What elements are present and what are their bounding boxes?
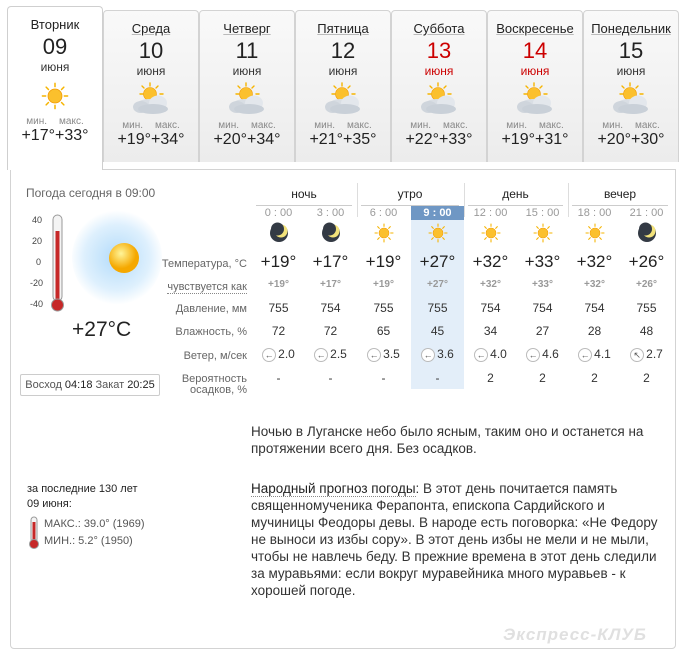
max-temp: +30° bbox=[631, 131, 665, 148]
min-temp: +17° bbox=[21, 127, 55, 144]
feels-value: +27° bbox=[427, 279, 448, 290]
max-temp: +33° bbox=[55, 127, 89, 144]
min-temp: +21° bbox=[309, 131, 343, 148]
feels-value: +32° bbox=[584, 279, 605, 290]
hour-6[interactable]: 18 : 00 bbox=[577, 207, 612, 219]
temp-value: +33° bbox=[524, 252, 561, 271]
day-name: Пятница bbox=[317, 21, 369, 36]
max-label: макс. bbox=[539, 120, 564, 131]
wind-value bbox=[516, 347, 569, 362]
wind-value bbox=[411, 347, 464, 362]
row-label-precip-2: осадков, % bbox=[190, 384, 247, 396]
day-number: 13 bbox=[426, 38, 452, 63]
pressure-value: 754 bbox=[584, 301, 605, 315]
hour-0[interactable]: 0 : 00 bbox=[264, 207, 293, 219]
day-name: Понедельник bbox=[591, 21, 671, 36]
max-temp: +35° bbox=[343, 131, 377, 148]
moon-icon bbox=[304, 222, 357, 244]
sunset-time: 20:25 bbox=[127, 379, 155, 391]
row-label-wind: Ветер, м/сек bbox=[183, 350, 247, 362]
row-label-precip-1: Вероятность bbox=[181, 373, 247, 385]
min-max-labels bbox=[488, 120, 582, 131]
day-tab-15[interactable] bbox=[583, 10, 679, 162]
max-temp: +34° bbox=[151, 131, 185, 148]
min-label: мин. bbox=[26, 116, 48, 127]
sun-icon bbox=[30, 78, 80, 114]
day-tab-13[interactable] bbox=[391, 10, 487, 162]
precip-value: - bbox=[328, 371, 333, 385]
precip-value: - bbox=[435, 371, 440, 385]
min-temp: +19° bbox=[117, 131, 151, 148]
max-label: макс. bbox=[635, 120, 660, 131]
sun-cloud-icon bbox=[606, 82, 656, 118]
period-divider bbox=[468, 205, 563, 206]
wind-speed: 2.0 bbox=[278, 347, 295, 361]
wind-speed: 4.6 bbox=[542, 347, 559, 361]
day-name: Вторник bbox=[30, 17, 80, 32]
feels-value: +17° bbox=[320, 279, 341, 290]
watermark-logo bbox=[503, 623, 673, 650]
history-period: за последние 130 лет bbox=[27, 483, 138, 495]
feels-value: +32° bbox=[480, 279, 501, 290]
sun-icon bbox=[464, 222, 517, 244]
wind-direction-icon: ← bbox=[262, 348, 276, 362]
pressure-value: 755 bbox=[427, 301, 448, 315]
hour-2[interactable]: 6 : 00 bbox=[369, 207, 398, 219]
day-month: июня bbox=[520, 64, 550, 78]
wind-speed: 4.1 bbox=[594, 347, 611, 361]
hour-1[interactable]: 3 : 00 bbox=[316, 207, 345, 219]
day-number: 11 bbox=[235, 38, 259, 63]
feels-value: +19° bbox=[373, 279, 394, 290]
humidity-value: 48 bbox=[639, 324, 654, 338]
max-label: макс. bbox=[443, 120, 468, 131]
day-temps bbox=[200, 131, 294, 149]
day-month: июня bbox=[328, 64, 358, 78]
wind-speed: 3.6 bbox=[437, 347, 454, 361]
hour-7[interactable]: 21 : 00 bbox=[629, 207, 664, 219]
max-label: макс. bbox=[251, 120, 276, 131]
scale-m40: -40 bbox=[30, 299, 44, 309]
day-month: июня bbox=[616, 64, 646, 78]
min-label: мин. bbox=[122, 120, 144, 131]
small-thermometer-icon bbox=[27, 516, 41, 555]
day-number: 15 bbox=[618, 38, 644, 63]
pressure-value: 754 bbox=[320, 301, 341, 315]
sunrise-time: 04:18 bbox=[64, 379, 93, 391]
wind-value bbox=[464, 347, 517, 362]
row-label-humidity: Влажность, % bbox=[175, 326, 247, 338]
day-name: Воскресенье bbox=[496, 21, 574, 36]
moon-icon bbox=[252, 222, 305, 244]
day-tab-09[interactable] bbox=[7, 6, 103, 170]
history-date: 09 июня: bbox=[27, 498, 72, 510]
folk-forecast-text: : В этот день почитается память священномученика Ферапонта, епископа Сардийского и мучиницы Феодоры девы. В народе есть поговорка: «Не Федору не выноси из избы сору». В этот день избы не мели и не мыли, чтобы не навлечь беду. В прежние времена в этот день следили за муравьями: если вокруг муравейника много муравьев - к хорошей погоде. bbox=[251, 481, 658, 598]
day-number: 14 bbox=[522, 38, 548, 63]
min-label: мин. bbox=[506, 120, 528, 131]
day-tab-10[interactable] bbox=[103, 10, 199, 162]
day-tab-11[interactable] bbox=[199, 10, 295, 162]
sun-icon bbox=[568, 222, 621, 244]
min-label: мин. bbox=[602, 120, 624, 131]
wind-speed: 2.5 bbox=[330, 347, 347, 361]
day-number: 10 bbox=[138, 38, 164, 63]
weather-description: Ночью в Луганске небо было ясным, таким оно и останется на протяжении всего дня. Без осадков. bbox=[251, 424, 644, 456]
day-name: Четверг bbox=[223, 21, 271, 36]
today-title: Погода сегодня в 09:00 bbox=[26, 186, 156, 200]
wind-value bbox=[304, 347, 357, 362]
min-temp: +20° bbox=[597, 131, 631, 148]
min-max-labels bbox=[104, 120, 198, 131]
precip-value: 2 bbox=[539, 371, 546, 385]
feels-value: +19° bbox=[268, 279, 289, 290]
wind-value bbox=[357, 347, 410, 362]
hour-5[interactable]: 15 : 00 bbox=[525, 207, 560, 219]
min-max-labels bbox=[200, 120, 294, 131]
wind-speed: 2.7 bbox=[646, 347, 663, 361]
period-divider bbox=[572, 205, 668, 206]
temp-value: +26° bbox=[628, 252, 665, 271]
day-month: июня bbox=[40, 60, 70, 74]
min-max-labels bbox=[584, 120, 678, 131]
day-temps bbox=[584, 131, 678, 149]
period-2: день bbox=[502, 187, 529, 201]
temp-value: +32° bbox=[472, 252, 509, 271]
sunrise-label: Восход bbox=[25, 379, 62, 391]
day-month: июня bbox=[424, 64, 454, 78]
history-max: МАКС.: 39.0° (1969) bbox=[44, 518, 145, 530]
scale-40: 40 bbox=[32, 215, 43, 225]
temp-value: +32° bbox=[576, 252, 613, 271]
thermometer-icon bbox=[30, 213, 70, 318]
sun-cloud-icon bbox=[222, 82, 272, 118]
day-number: 12 bbox=[330, 38, 356, 63]
pressure-value: 755 bbox=[268, 301, 289, 315]
precip-value: 2 bbox=[591, 371, 598, 385]
period-divider bbox=[256, 205, 352, 206]
wind-value bbox=[620, 347, 673, 362]
precip-value: 2 bbox=[487, 371, 494, 385]
max-label: макс. bbox=[59, 116, 84, 127]
wind-value bbox=[568, 347, 621, 362]
pressure-value: 754 bbox=[532, 301, 553, 315]
scale-m20: -20 bbox=[30, 278, 44, 288]
scale-0: 0 bbox=[36, 257, 42, 267]
sunrise-sunset bbox=[20, 374, 160, 396]
min-label: мин. bbox=[410, 120, 432, 131]
period-divider bbox=[361, 205, 459, 206]
min-temp: +22° bbox=[405, 131, 439, 148]
sun-cloud-icon bbox=[510, 82, 560, 118]
humidity-value: 28 bbox=[587, 324, 602, 338]
folk-forecast bbox=[251, 480, 671, 599]
row-label-feels[interactable]: чувствуется как bbox=[167, 281, 247, 293]
humidity-value: 72 bbox=[323, 324, 338, 338]
day-temps bbox=[104, 131, 198, 149]
sun-icon bbox=[357, 222, 410, 244]
humidity-value: 45 bbox=[430, 324, 445, 338]
scale-20: 20 bbox=[32, 236, 43, 246]
history-block bbox=[27, 482, 138, 512]
feels-value: +26° bbox=[636, 279, 657, 290]
max-temp: +31° bbox=[535, 131, 569, 148]
folk-forecast-label[interactable]: Народный прогноз погоды bbox=[251, 481, 416, 496]
day-name: Суббота bbox=[413, 21, 465, 36]
min-label: мин. bbox=[314, 120, 336, 131]
wind-speed: 3.5 bbox=[383, 347, 400, 361]
temp-value: +19° bbox=[365, 252, 402, 271]
min-max-labels bbox=[296, 120, 390, 131]
sun-cloud-icon bbox=[126, 82, 176, 118]
sun-icon bbox=[411, 222, 464, 244]
period-0: ночь bbox=[291, 187, 317, 201]
hour-4[interactable]: 12 : 00 bbox=[473, 207, 508, 219]
day-tab-12[interactable] bbox=[295, 10, 391, 162]
moon-icon bbox=[620, 222, 673, 244]
precip-value: - bbox=[276, 371, 281, 385]
max-temp: +33° bbox=[439, 131, 473, 148]
sunset-label: Закат bbox=[95, 379, 125, 391]
row-label-pressure: Давление, мм bbox=[175, 303, 247, 315]
precip-value: - bbox=[381, 371, 386, 385]
pressure-value: 754 bbox=[480, 301, 501, 315]
day-temps bbox=[392, 131, 486, 149]
day-temps bbox=[8, 127, 102, 145]
wind-direction-icon: ← bbox=[526, 348, 540, 362]
temp-value: +19° bbox=[260, 252, 297, 271]
min-temp: +20° bbox=[213, 131, 247, 148]
sun-cloud-icon bbox=[318, 82, 368, 118]
day-temps bbox=[488, 131, 582, 149]
svg-text:Экспресс-КЛУБ: Экспресс-КЛУБ bbox=[503, 625, 647, 644]
wind-speed: 4.0 bbox=[490, 347, 507, 361]
wind-direction-icon: ↖ bbox=[630, 348, 644, 362]
hour-3[interactable]: 9 : 00 bbox=[423, 207, 452, 219]
pressure-value: 755 bbox=[636, 301, 657, 315]
sun-icon bbox=[516, 222, 569, 244]
temp-value: +27° bbox=[419, 252, 456, 271]
min-max-labels bbox=[8, 116, 102, 127]
min-temp: +19° bbox=[501, 131, 535, 148]
temp-value: +17° bbox=[312, 252, 349, 271]
sun-cloud-icon bbox=[414, 82, 464, 118]
period-1: утро bbox=[397, 187, 423, 201]
history-min: МИН.: 5.2° (1950) bbox=[44, 535, 133, 547]
pressure-value: 755 bbox=[373, 301, 394, 315]
max-label: макс. bbox=[347, 120, 372, 131]
wind-direction-icon: ← bbox=[421, 348, 435, 362]
max-label: макс. bbox=[155, 120, 180, 131]
wind-direction-icon: ← bbox=[578, 348, 592, 362]
humidity-value: 65 bbox=[376, 324, 391, 338]
row-label-temperature: Температура, °C bbox=[161, 258, 247, 270]
humidity-value: 72 bbox=[271, 324, 286, 338]
feels-value: +33° bbox=[532, 279, 553, 290]
sun-icon bbox=[72, 210, 162, 305]
current-temperature: +27°C bbox=[72, 318, 132, 341]
wind-direction-icon: ← bbox=[314, 348, 328, 362]
day-month: июня bbox=[232, 64, 262, 78]
precip-value: 2 bbox=[643, 371, 650, 385]
wind-value bbox=[252, 347, 305, 362]
min-max-labels bbox=[392, 120, 486, 131]
min-label: мин. bbox=[218, 120, 240, 131]
day-month: июня bbox=[136, 64, 166, 78]
humidity-value: 27 bbox=[535, 324, 550, 338]
max-temp: +34° bbox=[247, 131, 281, 148]
humidity-value: 34 bbox=[483, 324, 498, 338]
day-tab-14[interactable] bbox=[487, 10, 583, 162]
period-3: вечер bbox=[603, 187, 637, 201]
day-number: 09 bbox=[42, 34, 68, 59]
day-name: Среда bbox=[131, 21, 171, 36]
day-temps bbox=[296, 131, 390, 149]
wind-direction-icon: ← bbox=[474, 348, 488, 362]
wind-direction-icon: ← bbox=[367, 348, 381, 362]
day-tabs bbox=[0, 0, 687, 170]
